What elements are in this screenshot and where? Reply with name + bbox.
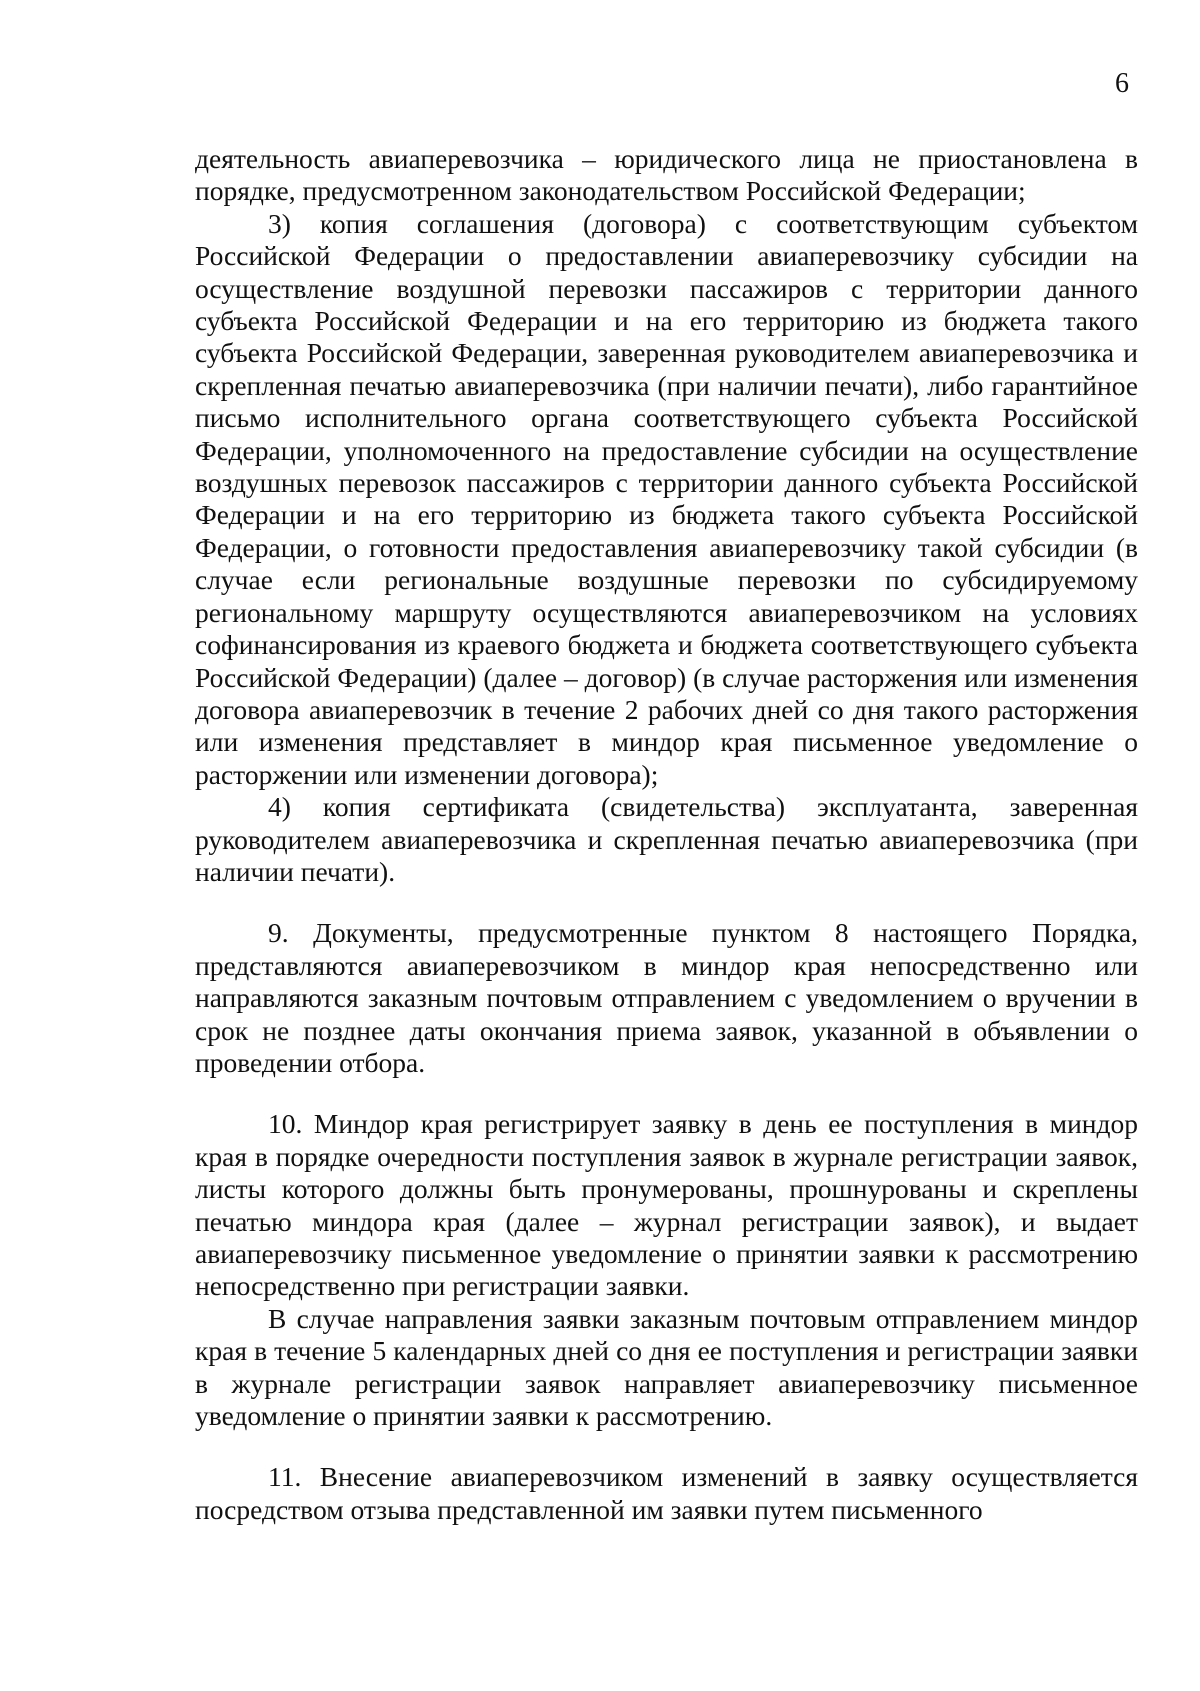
page-number: 6 [1115, 68, 1129, 99]
paragraph-continuation: деятельность авиаперевозчика – юридического лица не приостановлена в порядке, предусмотренном законодательством Российской Федерации; [195, 143, 1138, 207]
paragraph-section-11: 11. Внесение авиаперевозчиком изменений в заявку осуществляется посредством отзыва представленной им заявки путем письменного [195, 1461, 1138, 1525]
paragraph-section-10: 10. Миндор края регистрирует заявку в день ее поступления в миндор края в порядке очередности поступления заявок в журнале регистрации заявок, листы которого должны быть пронумерованы, прошнурованы и скреплены печатью миндора края (далее – журнал регистрации заявок), и выдает авиаперевозчику письменное уведомление о принятии заявки к рассмотрению непосредственно при регистрации заявки. [195, 1108, 1138, 1302]
paragraph-item-4: 4) копия сертификата (свидетельства) эксплуатанта, заверенная руководителем авиаперевозчика и скрепленная печатью авиаперевозчика (при наличии печати). [195, 791, 1138, 887]
paragraph-section-10-part-2: В случае направления заявки заказным почтовым отправлением миндор края в течение 5 календарных дней со дня ее поступления и регистрации заявки в журнале регистрации заявок направляет авиаперевозчику письменное уведомление о принятии заявки к рассмотрению. [195, 1302, 1138, 1432]
paragraph-item-3: 3) копия соглашения (договора) с соответствующим субъектом Российской Федерации о предоставлении авиаперевозчику субсидии на осуществление воздушной перевозки пассажиров с территории данного субъекта Российской Федерации и на его территорию из бюджета такого субъекта Российской Федерации, заверенная руководителем авиаперевозчика и скрепленная печатью авиаперевозчика (при наличии печати), либо гарантийное письмо исполнительного органа соответствующего субъекта Российской Федерации, уполномоченного на предоставление субсидии на осуществление воздушных перевозок пассажиров с территории данного субъекта Российской Федерации и на его территорию из бюджета такого субъекта Российской Федерации, о готовности предоставления авиаперевозчику такой субсидии (в случае если региональные воздушные перевозки по субсидируемому региональному маршруту осуществляются авиаперевозчиком на условиях софинансирования из краевого бюджета и бюджета соответствующего субъекта Российской Федерации) (далее – договор) (в случае расторжения или изменения договора авиаперевозчик в течение 2 рабочих дней со дня такого расторжения или изменения представляет в миндор края письменное уведомление о расторжении или изменении договора); [195, 207, 1138, 790]
document-body [195, 143, 1138, 1526]
paragraph-section-9: 9. Документы, предусмотренные пунктом 8 настоящего Порядка, представляются авиаперевозчиком в миндор края непосредственно или направляются заказным почтовым отправлением с уведомлением о вручении в срок не позднее даты окончания приема заявок, указанной в объявлении о проведении отбора. [195, 917, 1138, 1078]
